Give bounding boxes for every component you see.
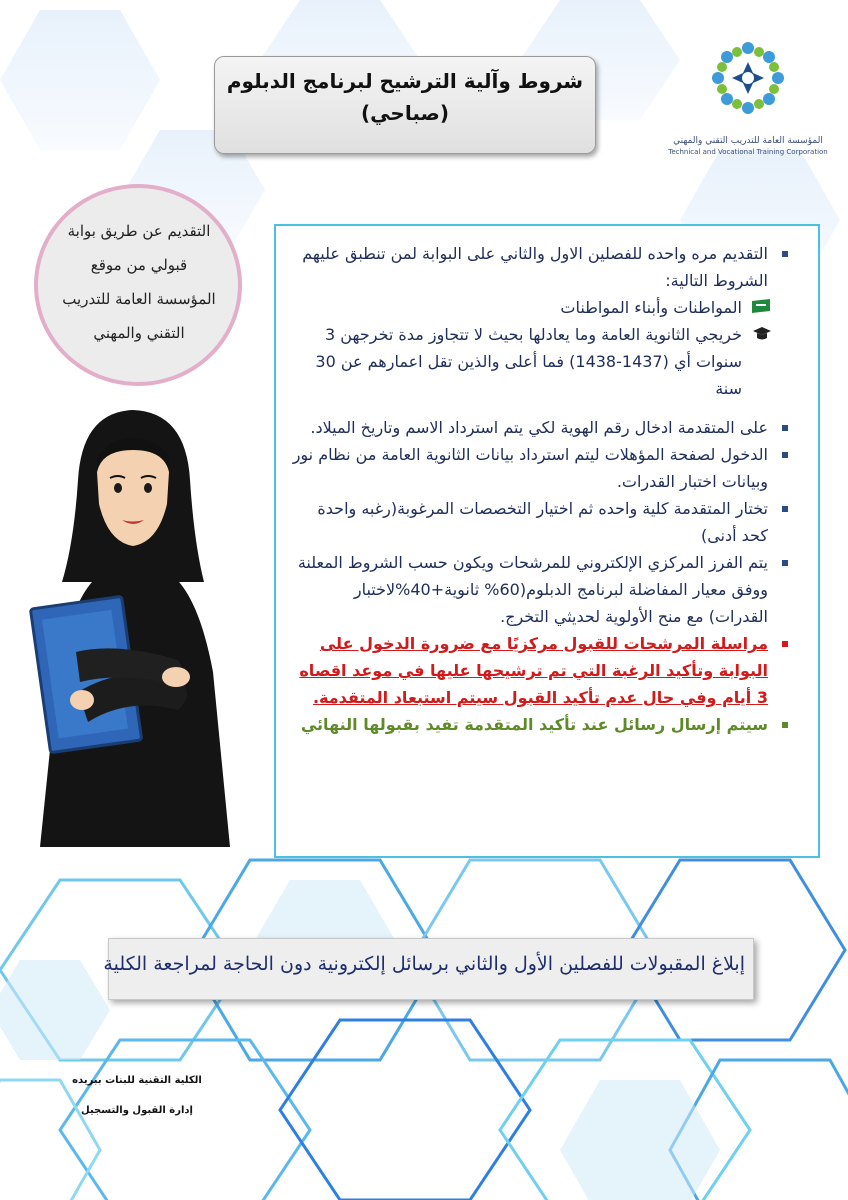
list-item xyxy=(292,495,790,549)
notification-banner xyxy=(103,938,754,1000)
condition-college-choice: تختار المتقدمة كلية واحده ثم اختيار التخصصات المرغوبة(رغبه واحدة كحد أدنى) xyxy=(317,499,768,545)
list-item xyxy=(292,441,790,495)
square-bullet-icon xyxy=(782,506,788,512)
square-bullet-icon xyxy=(782,425,788,431)
tvtc-logo xyxy=(668,40,828,160)
footer-department: إدارة القبول والتسجيل xyxy=(81,1105,193,1116)
list-item xyxy=(292,549,790,630)
application-portal-circle xyxy=(34,184,242,386)
page-subtitle: (صباحي) xyxy=(361,101,449,125)
student-illustration xyxy=(18,392,248,852)
square-bullet-icon xyxy=(782,560,788,566)
sub-condition-citizenship: المواطنات وأبناء المواطنات xyxy=(560,298,742,317)
condition-id-entry: على المتقدمة ادخال رقم الهوية لكي يتم استرداد الاسم وتاريخ الميلاد. xyxy=(310,418,768,437)
condition-final-acceptance: سيتم إرسال رسائل عند تأكيد المتقدمة تفيد بقبولها النهائي xyxy=(300,715,768,734)
title-box xyxy=(214,56,596,154)
list-item xyxy=(292,240,790,294)
sub-list-item xyxy=(292,294,790,321)
saudi-flag-icon xyxy=(750,298,772,319)
square-bullet-icon xyxy=(782,722,788,728)
logo-arabic-name: المؤسسة العامة للتدريب التقني والمهني xyxy=(673,136,823,146)
square-bullet-icon xyxy=(782,641,788,647)
list-item-alert xyxy=(292,630,790,711)
condition-confirmation-warning: مراسلة المرشحات للقبول مركزيًا مع ضرورة الدخول على البوابة وتأكيد الرغبة التي تم ترشيحها عليها في موعد اقصاه 3 أيام وفي حال عدم تأكيد القبول سيتم استبعاد المتقدمة. xyxy=(299,634,768,707)
sub-list-item xyxy=(292,321,790,402)
footer-college-name: الكلية التقنية للبنات ببريده xyxy=(72,1075,202,1086)
banner-text: إبلاغ المقبولات للفصلين الأول والثاني برسائل إلكترونية دون الحاجة لمراجعة الكلية xyxy=(103,953,745,975)
conditions-list xyxy=(292,240,790,738)
footer-signature xyxy=(62,1066,212,1126)
logo-english-name: Technical and Vocational Training Corporation xyxy=(668,148,828,156)
square-bullet-icon xyxy=(782,452,788,458)
condition-qualifications: الدخول لصفحة المؤهلات ليتم استرداد بيانات الثانوية العامة من نظام نور وبيانات اختبار القدرات. xyxy=(292,445,768,491)
sub-condition-graduation: خريجي الثانوية العامة وما يعادلها بحيث لا تتجاوز مدة تخرجهن 3 سنوات أي (1437-1438) فما أعلى والذين تقل اعمارهم عن 30 سنة xyxy=(315,325,742,398)
square-bullet-icon xyxy=(782,251,788,257)
tvtc-star-logo-icon xyxy=(706,40,790,132)
page-title: شروط وآلية الترشيح لبرنامج الدبلوم xyxy=(226,69,584,93)
conditions-box xyxy=(274,224,820,858)
graduation-cap-icon xyxy=(752,325,772,348)
list-item xyxy=(292,414,790,441)
portal-instruction-text: التقديم عن طريق بوابة قبولي من موقع المؤسسة العامة للتدريب التقني والمهني xyxy=(62,222,216,342)
condition-intro: التقديم مره واحده للفصلين الاول والثاني على البوابة لمن تنطبق عليهم الشروط التالية: xyxy=(302,244,768,290)
condition-central-sorting: يتم الفرز المركزي الإلكتروني للمرشحات ويكون حسب الشروط المعلنة ووفق معيار المفاضلة لبرنامج الدبلوم(60% ثانوية+40%لاختبار القدرات) مع منح الأولوية لحديثي التخرج. xyxy=(297,553,768,626)
list-item-note xyxy=(292,711,790,738)
